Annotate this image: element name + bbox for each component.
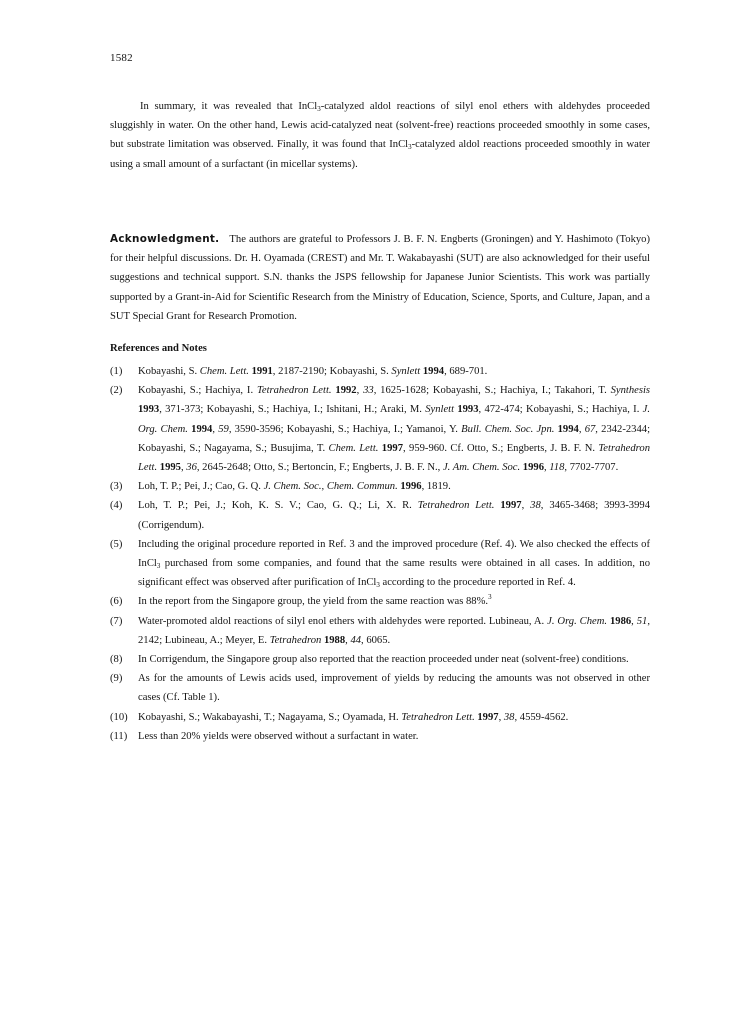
journal-name: Synlett xyxy=(425,404,455,416)
reference-number: (8) xyxy=(110,654,123,666)
journal-name: Synlett xyxy=(391,366,421,377)
reference-item-5 xyxy=(110,535,650,593)
reference-text: Loh, T. P.; Pei, J.; Koh, K. S. V.; Cao, G. Q.; Li, X. R. xyxy=(138,500,418,512)
reference-year: 1993 xyxy=(454,404,479,416)
volume-number: 36 xyxy=(186,462,197,474)
reference-year: 1993 xyxy=(138,404,160,416)
reference-text: , xyxy=(544,462,550,474)
reference-text: , xyxy=(631,615,637,627)
reference-item-4 xyxy=(110,496,650,534)
reference-year: 1994 xyxy=(554,423,579,435)
reference-text: according to the procedure reported in Ref. 4. xyxy=(379,577,576,589)
reference-text: , 7702-7707. xyxy=(564,462,619,474)
reference-number: (4) xyxy=(110,500,123,512)
reference-year: 1994 xyxy=(420,366,445,377)
journal-name: J. Chem. Soc., Chem. Commun. xyxy=(263,481,398,493)
reference-item-3 xyxy=(110,477,650,496)
reference-year: 1997 xyxy=(494,500,522,512)
reference-text: , xyxy=(578,423,585,435)
reference-text: Kobayashi, S. xyxy=(138,366,200,377)
volume-number: 38 xyxy=(503,711,515,723)
volume-number: 33 xyxy=(363,385,374,397)
subscript: 3 xyxy=(376,581,380,590)
volume-number: 44 xyxy=(350,634,362,646)
journal-name: Tetrahedron Lett. xyxy=(256,385,332,397)
reference-text: In Corrigendum, the Singapore group also reported that the reaction proceeded under neat (solvent-free) conditions. xyxy=(138,654,629,666)
summary-paragraph xyxy=(110,97,650,174)
reference-text: , 689-701. xyxy=(444,366,488,377)
reference-text: , xyxy=(356,385,364,397)
page-number: 1582 xyxy=(110,52,133,64)
reference-text: , 2645-2648; Otto, S.; Bertoncin, F.; Engberts, J. B. F. N., xyxy=(196,462,443,474)
reference-item-6 xyxy=(110,592,650,611)
acknowledgment-paragraph xyxy=(110,230,650,326)
reference-number: (7) xyxy=(110,615,123,627)
reference-text: , 2142; Lubineau, A.; Meyer, E. xyxy=(138,615,650,646)
reference-year: 1997 xyxy=(474,711,499,723)
reference-text: , 4559-4562. xyxy=(514,711,569,723)
subscript: 3 xyxy=(156,562,161,571)
reference-text: Water-promoted aldol reactions of silyl enol ethers with aldehydes were reported. Lubineau, A. xyxy=(138,615,548,627)
reference-text: , 371-373; Kobayashi, S.; Hachiya, I.; Ishitani, H.; Araki, M. xyxy=(159,404,426,416)
reference-year: 1988 xyxy=(321,634,346,646)
journal-name: Chem. Lett. xyxy=(328,442,379,454)
reference-text: Kobayashi, S.; Wakabayashi, T.; Nagayama, S.; Oyamada, H. xyxy=(138,711,402,723)
reference-year: 1991 xyxy=(248,366,273,377)
reference-number: (11) xyxy=(110,730,128,742)
journal-name: Chem. Lett. xyxy=(199,366,249,377)
journal-name: J. Org. Chem. xyxy=(138,404,650,435)
reference-list xyxy=(110,362,650,746)
reference-number: (1) xyxy=(110,366,123,377)
reference-year: 1986 xyxy=(607,615,632,627)
reference-item-8 xyxy=(110,650,650,669)
reference-text: Less than 20% yields were observed without a surfactant in water. xyxy=(138,730,419,742)
reference-number: (9) xyxy=(110,673,123,685)
reference-item-9 xyxy=(110,669,650,707)
reference-text: purchased from some companies, and found that the same results were obtained in all cases. In addition, no significant effect was observed after purification of InCl xyxy=(138,558,650,589)
reference-text: , 2187-2190; Kobayashi, S. xyxy=(272,366,392,377)
reference-item-7 xyxy=(110,612,650,650)
reference-text: , 1819. xyxy=(421,481,451,493)
reference-text: , xyxy=(180,462,187,474)
reference-number: (6) xyxy=(110,596,123,608)
reference-year: 1994 xyxy=(187,423,213,435)
acknowledgment-heading: Acknowledgment. xyxy=(110,233,220,245)
summary-subscript-2: 3 xyxy=(408,143,412,152)
reference-number: (10) xyxy=(110,711,128,723)
volume-number: 118 xyxy=(549,462,565,474)
summary-text-2: -catalyzed aldol reactions of silyl enol ethers with aldehydes proceeded sluggishly in water. On the other hand, Lewis acid-catalyzed neat (solvent-free) reactions proceeded smoothly in some cases, but substrate limitation was observed. Finally, it was found that InCl xyxy=(110,101,650,151)
journal-name: Tetrahedron Lett. xyxy=(417,500,495,512)
reference-text: , 959-960. Cf. Otto, S.; Engberts, J. B. F. N. xyxy=(403,442,599,454)
volume-number: 38 xyxy=(530,500,541,512)
reference-text: , 472-474; Kobayashi, S.; Hachiya, I. xyxy=(478,404,643,416)
acknowledgment-text: The authors are grateful to Professors J. B. F. N. Engberts (Groningen) and Y. Hashimoto (Tokyo) for their helpful discussions. Dr. H. Oyamada (CREST) and Mr. T. Wakabayashi (SUT) are also acknowledged for their useful suggestions and technical support. S.N. thanks the JSPS fellowship for Japanese Junior Scientists. This work was partially supported by a Grant-in-Aid for Scientific Research from the Ministry of Education, Science, Sports, and Culture, Japan, and a SUT Special Grant for Research Promotion. xyxy=(110,234,650,322)
reference-text: Including the original procedure reported in Ref. 3 and the improved procedure (Ref. 4). We also checked the effects of InCl xyxy=(138,538,650,570)
volume-number: 67 xyxy=(584,423,596,435)
reference-text: As for the amounts of Lewis acids used, improvement of yields by reducing the amounts was not observed in other cases (Cf. Table 1). xyxy=(138,673,650,704)
journal-name: J. Am. Chem. Soc. xyxy=(442,462,521,474)
reference-text: , 2342-2344; Kobayashi, S.; Nagayama, S.; Busujima, T. xyxy=(138,423,651,454)
reference-text: Kobayashi, S.; Hachiya, I. xyxy=(138,385,257,397)
volume-number: 51 xyxy=(636,615,648,627)
volume-number: 59 xyxy=(218,423,229,435)
journal-name: Tetrahedron xyxy=(269,634,322,646)
summary-text-1: In summary, it was revealed that InCl xyxy=(140,101,318,112)
reference-text: , xyxy=(212,423,219,435)
reference-text: , xyxy=(521,500,531,512)
reference-year: 1996 xyxy=(397,481,422,493)
journal-name: Bull. Chem. Soc. Jpn. xyxy=(461,423,555,435)
reference-year: 1996 xyxy=(520,462,544,474)
journal-name: Synthesis xyxy=(610,385,651,397)
reference-text: In the report from the Singapore group, the yield from the same reaction was 88%. xyxy=(138,596,489,608)
reference-text: , 6065. xyxy=(361,634,391,646)
reference-number: (3) xyxy=(110,481,123,493)
reference-text: , 3465-3468; 3993-3994 (Corrigendum). xyxy=(138,500,650,531)
reference-number: (5) xyxy=(110,538,123,550)
reference-item-2 xyxy=(110,381,650,477)
reference-year: 1997 xyxy=(378,442,403,454)
journal-name: Tetrahedron Lett. xyxy=(401,711,475,723)
citation-superscript: 3 xyxy=(488,593,492,602)
journal-name: Tetrahedron Lett. xyxy=(138,442,650,474)
summary-text-3: -catalyzed aldol reactions proceeded smoothly in water using a small amount of a surfactant (in micellar systems). xyxy=(110,139,650,170)
summary-subscript-1: 3 xyxy=(317,105,321,113)
journal-name: J. Org. Chem. xyxy=(547,615,608,627)
reference-text: , xyxy=(498,711,504,723)
reference-year: 1995 xyxy=(157,462,181,474)
references-heading: References and Notes xyxy=(110,343,207,354)
reference-year: 1992 xyxy=(331,385,357,397)
reference-item-1 xyxy=(110,362,650,381)
reference-item-11 xyxy=(110,727,650,746)
reference-item-10 xyxy=(110,708,650,727)
reference-number: (2) xyxy=(110,385,123,397)
reference-text: , 3590-3596; Kobayashi, S.; Hachiya, I.; Yamanoi, Y. xyxy=(228,423,462,435)
reference-text: Loh, T. P.; Pei, J.; Cao, G. Q. xyxy=(138,481,264,493)
reference-text: , xyxy=(345,634,351,646)
reference-text: , 1625-1628; Kobayashi, S.; Hachiya, I.; Takahori, T. xyxy=(373,385,611,397)
